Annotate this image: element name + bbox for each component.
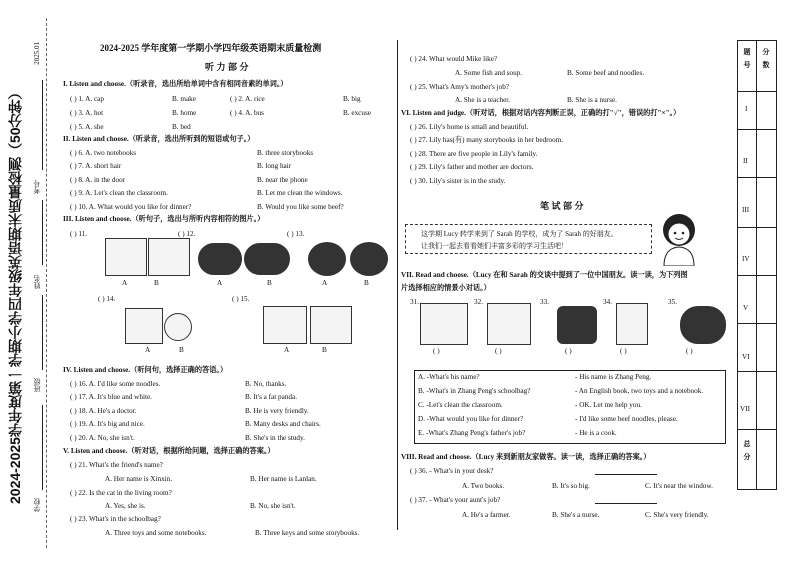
margin-field-number: 考号 xyxy=(33,180,41,194)
q10: ( ) 10. A. What would you like for dinner? xyxy=(70,203,192,211)
q7-b: B. long hair xyxy=(257,162,292,170)
q13-picture-a xyxy=(308,242,346,276)
q33-number: 33. xyxy=(540,298,549,306)
option-b-question: B. -What's in Zhang Peng's schoolbag? xyxy=(418,387,531,395)
q35-number: 35. xyxy=(668,298,677,306)
q11-picture-a xyxy=(105,238,147,276)
q23-a: A. Three toys and some notebooks. xyxy=(105,529,207,537)
q15: ( ) 15. xyxy=(232,295,250,303)
q14-picture-a xyxy=(125,308,163,344)
q12-picture-a xyxy=(198,243,242,275)
q14-label-b: B xyxy=(179,346,184,354)
q13-picture-b xyxy=(350,242,388,276)
q3: ( ) 3. A. hot xyxy=(70,109,104,117)
q34-picture xyxy=(616,303,648,345)
q16-b: B. No, thanks. xyxy=(245,380,287,388)
q6: ( ) 6. A. two notebooks xyxy=(70,149,137,157)
writing-part-heading: 笔 试 部 分 xyxy=(540,201,584,211)
score-col-question: 题号 xyxy=(743,48,751,74)
q18-b: B. He is very friendly. xyxy=(245,407,309,415)
score-total: 总分 xyxy=(743,440,751,466)
q34-number: 34. xyxy=(603,298,612,306)
q15-label-b: B xyxy=(322,346,327,354)
q37: ( ) 37. - What's your aunt's job? xyxy=(410,496,501,504)
q12-label-b: B xyxy=(267,279,272,287)
q14: ( ) 14. xyxy=(98,295,116,303)
score-row-3: III xyxy=(742,206,750,214)
q27: ( ) 27. Lily has(有) many storybooks in her bedroom. xyxy=(410,136,564,144)
q31-answer: ( ) xyxy=(433,347,440,355)
q32-picture xyxy=(487,303,531,345)
option-b-answer: - An English book, two toys and a notebook. xyxy=(575,387,704,395)
section-3-heading: III. Listen and choose.（听句子，选出与所听内容相符的图片。） xyxy=(63,215,265,223)
option-e-answer: - He is a cook. xyxy=(575,429,617,437)
margin-field-class: 班级 xyxy=(33,378,41,392)
score-row-1: I xyxy=(745,105,748,113)
q11-picture-b xyxy=(148,238,190,276)
q28: ( ) 28. There are five people in Lily's family. xyxy=(410,150,538,158)
q36: ( ) 36. - What's in your desk? xyxy=(410,467,494,475)
section-4-heading: IV. Listen and choose.（听问句，选择正确的答语。） xyxy=(63,366,228,374)
girl-illustration xyxy=(654,210,704,266)
q13-label-a: A xyxy=(322,279,328,287)
option-c-question: C. -Let's clean the classroom. xyxy=(418,401,503,409)
q32-answer: ( ) xyxy=(495,347,502,355)
q25-a: A. She is a teacher. xyxy=(455,96,511,104)
q21: ( ) 21. What's the friend's name? xyxy=(70,461,163,469)
option-e-question: E. -What's Zhang Peng's father's job? xyxy=(418,429,526,437)
score-row-5: V xyxy=(743,304,749,312)
q11-label-a: A xyxy=(122,279,128,287)
q30: ( ) 30. Lily's sister is in the study. xyxy=(410,177,506,185)
q9: ( ) 9. A. Let's clean the classroom. xyxy=(70,189,168,197)
q31-picture xyxy=(420,303,468,345)
q20-b: B. She's in the study. xyxy=(245,434,305,442)
q22: ( ) 22. Is the cat in the living room? xyxy=(70,489,172,497)
q1: ( ) 1. A. cap xyxy=(70,95,104,103)
section-6-heading: VI. Listen and judge.（听对话，根据对话内容判断正误，正确的打"√"，错误的打"×"。） xyxy=(401,109,681,117)
q22-b: B. No, she isn't. xyxy=(250,502,296,510)
q10-b: B. Would you like some beef? xyxy=(257,203,344,211)
q9-b: B. Let me clean the windows. xyxy=(257,189,343,197)
q18: ( ) 18. A. He's a doctor. xyxy=(70,407,137,415)
section-2-heading: II. Listen and choose.（听录音，选出所听到的短语或句子。） xyxy=(63,135,255,143)
q25-b: B. She is a nurse. xyxy=(567,96,617,104)
q11: ( ) 11. xyxy=(70,230,88,238)
intro-line-2: 让我们一起去看看她们丰富多彩的学习生活吧！ xyxy=(421,242,568,250)
q20: ( ) 20. A. No, she isn't. xyxy=(70,434,135,442)
score-col-points: 分数 xyxy=(762,48,770,74)
q26: ( ) 26. Lily's home is small and beautiful. xyxy=(410,123,529,131)
q2: ( ) 2. A. rice xyxy=(230,95,265,103)
q15-picture-b xyxy=(310,306,352,344)
section-7-heading-cont: 片选择相应的情景小对话。） xyxy=(401,284,491,292)
q15-picture-a xyxy=(263,306,307,344)
q24-b: B. Some beef and noodles. xyxy=(567,69,645,77)
q19: ( ) 19. A. It's big and nice. xyxy=(70,420,145,428)
q37-c: C. She's very friendly. xyxy=(645,511,709,519)
q13: ( ) 13. xyxy=(287,230,305,238)
q36-b: B. It's so big. xyxy=(552,482,590,490)
option-d-answer: - I'd like some beef noodles, please. xyxy=(575,415,678,423)
q23-b: B. Three keys and some storybooks. xyxy=(255,529,360,537)
q12-picture-b xyxy=(244,243,290,275)
q21-a: A. Her name is Xinxin. xyxy=(105,475,173,483)
q37-a: A. He's a farmer. xyxy=(462,511,511,519)
q6-b: B. three storybooks xyxy=(257,149,314,157)
q8: ( ) 8. A. in the door xyxy=(70,176,126,184)
q24-a: A. Some fish and soup. xyxy=(455,69,523,77)
q2-b: B. big xyxy=(343,95,361,103)
q12: ( ) 12. xyxy=(178,230,196,238)
q37-blank xyxy=(595,503,657,504)
section-8-heading: VIII. Read and choose.（Lucy 来到新朋友家做客。读一读，选择正确的答案。） xyxy=(401,453,651,461)
q13-label-b: B xyxy=(364,279,369,287)
q5: ( ) 5. A. she xyxy=(70,123,104,131)
q12-label-a: A xyxy=(217,279,223,287)
q16: ( ) 16. A. I'd like some noodles. xyxy=(70,380,161,388)
q8-b: B. near the phone xyxy=(257,176,308,184)
q17-b: B. It's a fat panda. xyxy=(245,393,297,401)
q5-b: B. bed xyxy=(172,123,191,131)
q3-b: B. home xyxy=(172,109,197,117)
q36-blank xyxy=(595,474,657,475)
q25: ( ) 25. What's Amy's mother's job? xyxy=(410,83,509,91)
margin-field-school: 学校 xyxy=(33,498,41,512)
option-c-answer: - OK. Let me help you. xyxy=(575,401,642,409)
intro-line-1: 这学期 Lucy 转学来到了 Sarah 的学校，成为了 Sarah 的好朋友。 xyxy=(421,230,618,238)
score-row-4: IV xyxy=(742,255,750,263)
q35-picture xyxy=(680,306,726,344)
q4: ( ) 4. A. bus xyxy=(230,109,264,117)
q15-label-a: A xyxy=(284,346,290,354)
q33-answer: ( ) xyxy=(565,347,572,355)
listening-part-heading: 听 力 部 分 xyxy=(205,62,249,72)
q23: ( ) 23. What's in the schoolbag? xyxy=(70,515,161,523)
q33-picture xyxy=(557,306,597,344)
q14-picture-b xyxy=(164,313,192,341)
score-row-6: VI xyxy=(742,353,750,361)
q36-c: C. It's near the window. xyxy=(645,482,713,490)
score-row-2: II xyxy=(743,157,748,165)
margin-title: 2024-2025学年度第一学期小学四年级英语期末质量检测（50分钟） xyxy=(7,85,23,505)
q21-b: B. Her name is Lanlan. xyxy=(250,475,317,483)
q29: ( ) 29. Lily's father and mother are doctors. xyxy=(410,163,534,171)
q31-number: 31. xyxy=(410,298,419,306)
margin-date: 2025.01 xyxy=(33,42,41,65)
q19-b: B. Many desks and chairs. xyxy=(245,420,321,428)
q32-number: 32. xyxy=(474,298,483,306)
option-a-answer: - His name is Zhang Peng. xyxy=(575,373,652,381)
q14-label-a: A xyxy=(145,346,151,354)
q17: ( ) 17. A. It's blue and white. xyxy=(70,393,152,401)
q22-a: A. Yes, she is. xyxy=(105,502,146,510)
q34-answer: ( ) xyxy=(620,347,627,355)
q4-b: B. excuse xyxy=(343,109,371,117)
q36-a: A. Two books. xyxy=(462,482,505,490)
q1-b: B. make xyxy=(172,95,196,103)
score-table xyxy=(737,40,777,490)
q35-answer: ( ) xyxy=(686,347,693,355)
exam-title: 2024-2025 学年度第一学期小学四年级英语期末质量检测 xyxy=(100,43,322,53)
q11-label-b: B xyxy=(154,279,159,287)
q37-b: B. She's a nurse. xyxy=(552,511,600,519)
section-7-heading: VII. Read and choose.（Lucy 在和 Sarah 的交谈中提到了一位中国朋友。读一读，为下列图 xyxy=(401,271,688,279)
margin-field-name: 姓名 xyxy=(33,275,41,289)
section-5-heading: V. Listen and choose.（听对话，根据所给问题，选择正确的答案。） xyxy=(63,447,275,455)
score-row-7: VII xyxy=(740,405,750,413)
option-d-question: D. -What would you like for dinner? xyxy=(418,415,524,423)
q7: ( ) 7. A. short hair xyxy=(70,162,122,170)
q24: ( ) 24. What would Mike like? xyxy=(410,55,498,63)
section-1-heading: I. Listen and choose.（听录音，选出所给单词中含有相同音素的单词。） xyxy=(63,80,288,88)
option-a-question: A. -What's his name? xyxy=(418,373,480,381)
